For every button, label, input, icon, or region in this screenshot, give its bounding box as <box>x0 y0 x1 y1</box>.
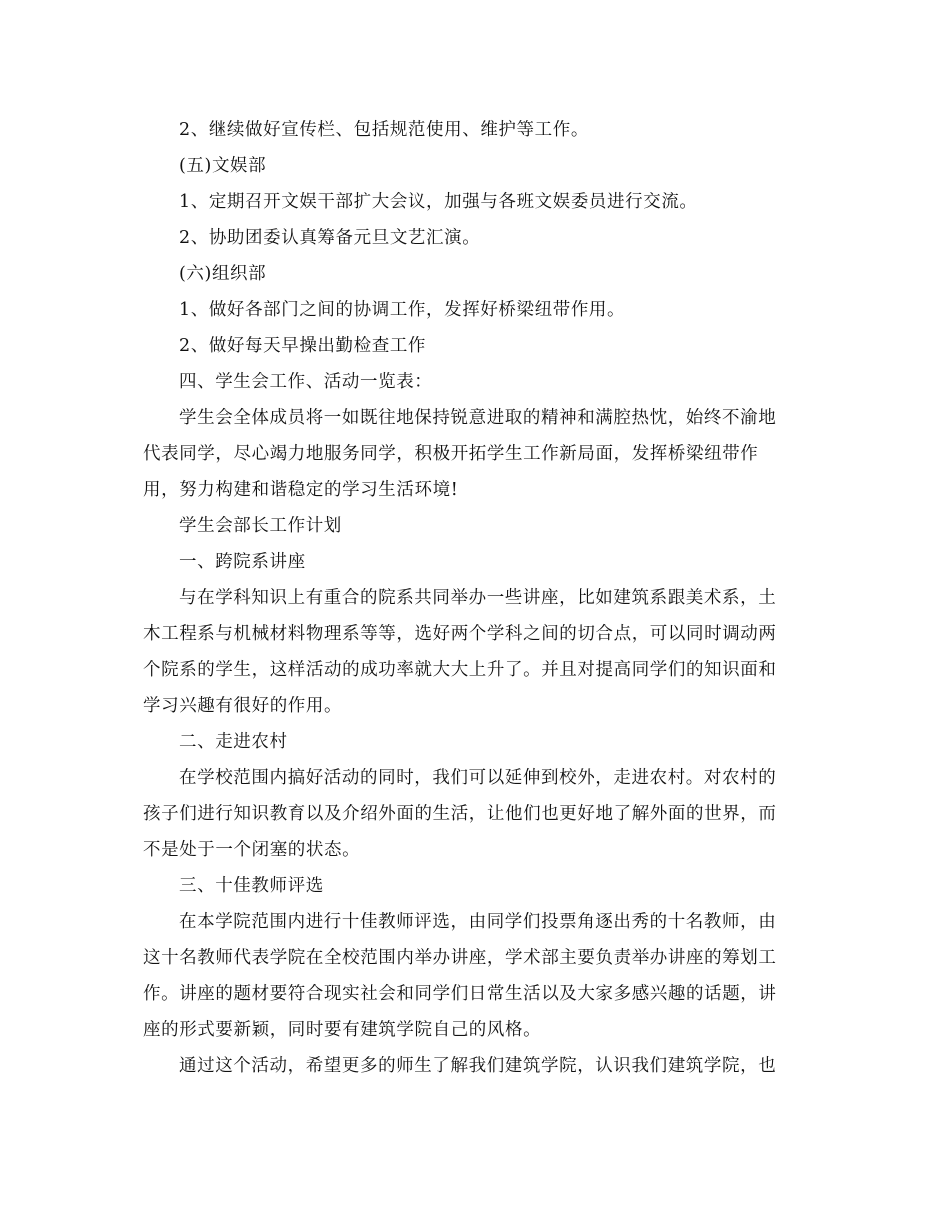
list-item-organization-2: 2、做好每天早操出勤检查工作 <box>179 336 427 356</box>
list-item-organization-1: 1、做好各部门之间的协调工作，发挥好桥梁纽带作用。 <box>179 300 626 320</box>
paragraph-line: 个院系的学生，这样活动的成功率就大大上升了。并且对提高同学们的知识面和 <box>143 660 777 680</box>
section-heading-lectures: 一、跨院系讲座 <box>179 552 306 572</box>
paragraph-line: 在学校范围内搞好活动的同时，我们可以延伸到校外，走进农村。对农村的 <box>179 768 777 788</box>
paragraph-line: 这十名教师代表学院在全校范围内举办讲座，学术部主要负责举办讲座的筹划工 <box>143 948 777 968</box>
section-heading-entertainment: (五)文娱部 <box>179 156 267 176</box>
paragraph-line: 用，努力构建和谐稳定的学习生活环境! <box>143 480 459 500</box>
paragraph-line: 不是处于一个闭塞的状态。 <box>143 840 361 860</box>
document-body <box>143 112 798 1084</box>
section-heading-activity-list: 四、学生会工作、活动一览表： <box>179 372 433 392</box>
paragraph-line: 作。讲座的题材要符合现实社会和同学们日常生活以及大家多感兴趣的话题，讲 <box>143 984 777 1004</box>
paragraph-line: 代表同学，尽心竭力地服务同学，积极开拓学生工作新局面，发挥桥梁纽带作 <box>143 444 759 464</box>
paragraph-line: 在本学院范围内进行十佳教师评选，由同学们投票角逐出秀的十名教师，由 <box>179 912 777 932</box>
list-item-publicity: 2、继续做好宣传栏、包括规范使用、维护等工作。 <box>179 120 589 140</box>
section-heading-teacher-selection: 三、十佳教师评选 <box>179 876 324 896</box>
section-heading-organization: (六)组织部 <box>179 264 267 284</box>
paragraph-line: 座的形式要新颖，同时要有建筑学院自己的风格。 <box>143 1020 542 1040</box>
document-title: 学生会部长工作计划 <box>179 516 342 536</box>
paragraph-line: 木工程系与机械材料物理系等等，选好两个学科之间的切合点，可以同时调动两 <box>143 624 777 644</box>
list-item-entertainment-1: 1、定期召开文娱干部扩大会议，加强与各班文娱委员进行交流。 <box>179 192 698 212</box>
paragraph-line: 与在学科知识上有重合的院系共同举办一些讲座，比如建筑系跟美术系，土 <box>179 588 777 608</box>
list-item-entertainment-2: 2、协助团委认真筹备元旦文艺汇演。 <box>179 228 481 248</box>
paragraph-line: 孩子们进行知识教育以及介绍外面的生活，让他们也更好地了解外面的世界，而 <box>143 804 777 824</box>
paragraph-line: 学习兴趣有很好的作用。 <box>143 696 343 716</box>
section-heading-countryside: 二、走进农村 <box>179 732 288 752</box>
paragraph-line: 学生会全体成员将一如既往地保持锐意进取的精神和满腔热忱，始终不渝地 <box>179 408 777 428</box>
paragraph-line: 通过这个活动，希望更多的师生了解我们建筑学院，认识我们建筑学院，也 <box>179 1056 777 1076</box>
